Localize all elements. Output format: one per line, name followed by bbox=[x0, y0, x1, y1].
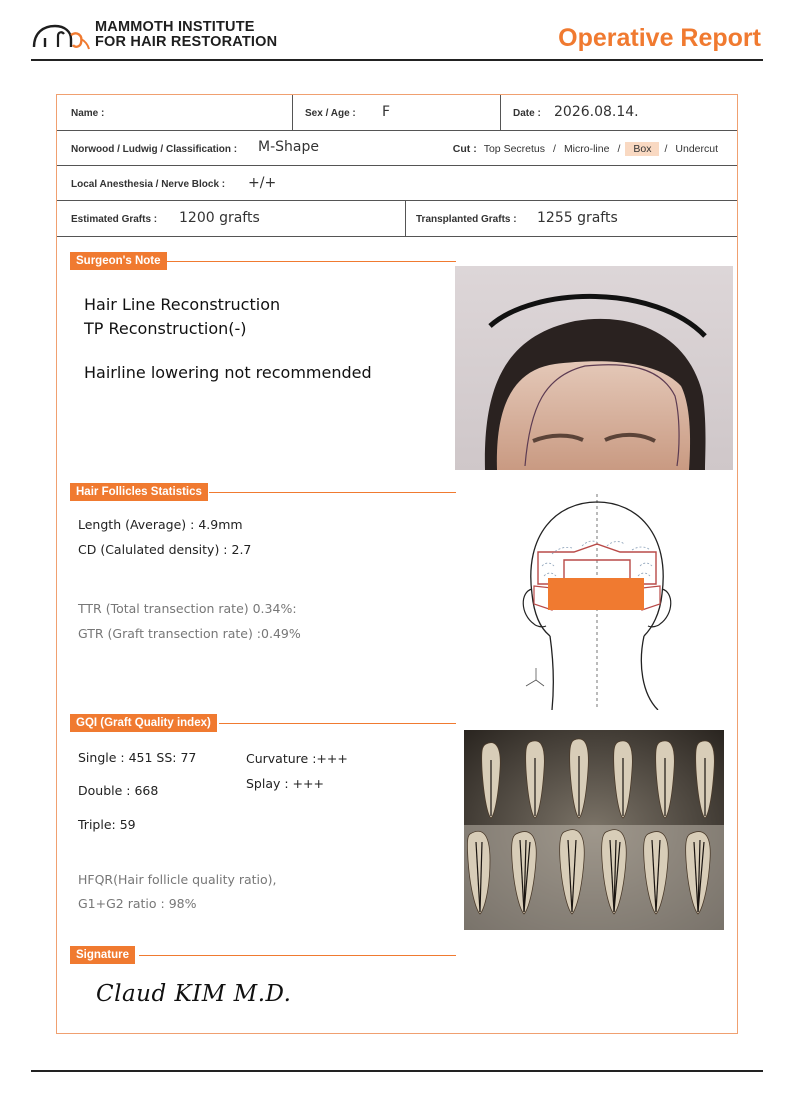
note-line-2: TP Reconstruction(-) bbox=[84, 319, 247, 338]
cut-options bbox=[453, 142, 721, 156]
signature-header bbox=[70, 946, 460, 964]
gqi-double: Double : 668 bbox=[78, 783, 159, 798]
surgeons-note-title: Surgeon's Note bbox=[70, 252, 167, 270]
length-average: Length (Average) : 4.9mm bbox=[78, 517, 243, 532]
name-label: Name : bbox=[71, 108, 105, 119]
graft-transection-rate: GTR (Graft transection rate) :0.49% bbox=[78, 626, 301, 641]
info-row-name bbox=[57, 95, 737, 131]
signature-title: Signature bbox=[70, 946, 135, 964]
header-divider bbox=[31, 59, 763, 61]
separator: / bbox=[664, 143, 668, 155]
institute-name bbox=[95, 20, 277, 50]
divider bbox=[292, 95, 293, 130]
gqi-single: Single : 451 SS: 77 bbox=[78, 750, 197, 765]
gqi-triple: Triple: 59 bbox=[78, 817, 136, 832]
info-row-grafts bbox=[57, 201, 737, 237]
cut-option-undercut: Undercut bbox=[675, 143, 718, 155]
calculated-density: CD (Calulated density) : 2.7 bbox=[78, 542, 252, 557]
cut-label: Cut : bbox=[452, 143, 477, 155]
total-transection-rate: TTR (Total transection rate) 0.34%: bbox=[78, 601, 297, 616]
footer-divider bbox=[31, 1070, 763, 1072]
hfqr-label: HFQR(Hair follicle quality ratio), bbox=[78, 872, 277, 887]
gqi-curvature: Curvature :+++ bbox=[246, 751, 348, 766]
hair-follicles-title: Hair Follicles Statistics bbox=[70, 483, 208, 501]
institute-name-line1: MAMMOTH INSTITUTE bbox=[95, 19, 255, 35]
section-rule bbox=[219, 723, 456, 724]
g1-g2-ratio: G1+G2 ratio : 98% bbox=[78, 896, 197, 911]
separator: / bbox=[617, 143, 621, 155]
report-header bbox=[31, 16, 763, 62]
estimated-grafts-label: Estimated Grafts : bbox=[71, 214, 158, 225]
note-line-1: Hair Line Reconstruction bbox=[84, 295, 281, 314]
surgeons-note-header bbox=[70, 252, 460, 270]
gqi-splay: Splay : +++ bbox=[246, 776, 324, 791]
transplanted-grafts-label: Transplanted Grafts : bbox=[416, 214, 517, 225]
report-title: Operative Report bbox=[558, 24, 761, 52]
cut-option-micro-line: Micro-line bbox=[563, 143, 610, 155]
info-row-anesthesia bbox=[57, 166, 737, 201]
cut-option-top-secretus: Top Secretus bbox=[483, 143, 546, 155]
divider bbox=[405, 201, 406, 236]
gqi-header bbox=[70, 714, 460, 732]
section-rule bbox=[139, 955, 456, 956]
gqi-title: GQI (Graft Quality index) bbox=[70, 714, 217, 732]
estimated-grafts-value: 1200 grafts bbox=[179, 210, 260, 226]
graft-samples-photo bbox=[464, 730, 724, 930]
date-label: Date : bbox=[513, 108, 541, 119]
patient-hairline-photo bbox=[455, 266, 733, 470]
section-rule bbox=[209, 492, 456, 493]
cut-option-box-selected: Box bbox=[625, 142, 659, 156]
transplanted-grafts-value: 1255 grafts bbox=[537, 210, 618, 226]
anesthesia-label: Local Anesthesia / Nerve Block : bbox=[71, 179, 226, 190]
donor-area-head-diagram bbox=[512, 494, 682, 710]
classification-value: M-Shape bbox=[258, 139, 319, 155]
sex-age-value: F bbox=[382, 104, 391, 120]
institute-name-line2: FOR HAIR RESTORATION bbox=[95, 34, 278, 50]
date-value: 2026.08.14. bbox=[554, 104, 639, 120]
divider bbox=[500, 95, 501, 130]
separator: / bbox=[553, 143, 556, 155]
section-rule bbox=[166, 261, 456, 262]
info-row-classification bbox=[57, 131, 737, 166]
classification-label: Norwood / Ludwig / Classification : bbox=[71, 144, 238, 155]
sex-age-label: Sex / Age : bbox=[305, 108, 356, 119]
mammoth-logo-icon bbox=[31, 21, 91, 51]
hair-follicles-header bbox=[70, 483, 460, 501]
anesthesia-value: +/+ bbox=[248, 175, 277, 191]
surgeon-signature: Claud KIM M.D. bbox=[96, 981, 292, 1007]
note-line-3: Hairline lowering not recommended bbox=[84, 363, 372, 382]
